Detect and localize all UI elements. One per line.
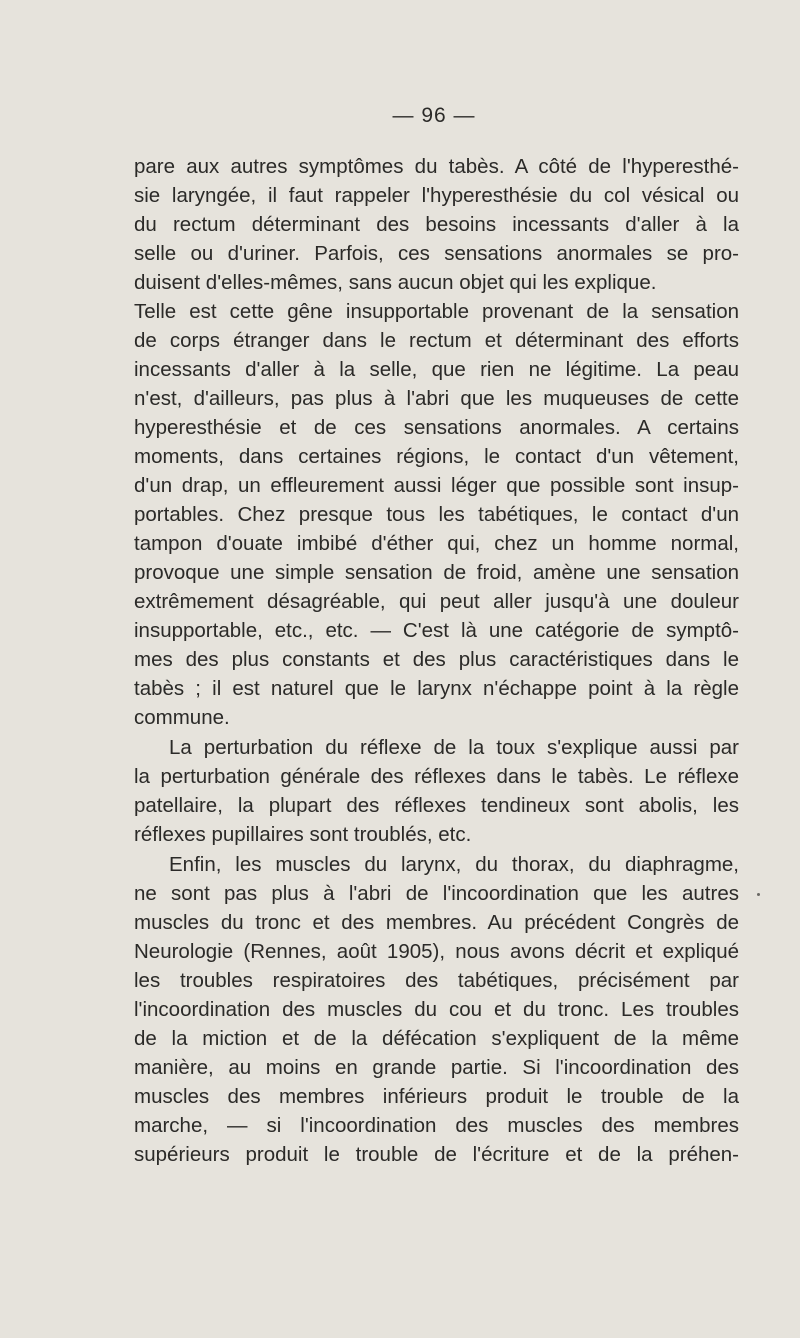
text-line: mes des plus constants et des plus caractéristiques dans le [134,648,739,671]
text-line: duisent d'elles-mêmes, sans aucun objet qui les explique. [134,271,657,294]
text-line: tampon d'ouate imbibé d'éther qui, chez un homme normal, [134,532,739,555]
text-line: supérieurs produit le trouble de l'écriture et de la préhen- [134,1143,739,1166]
text-line: les troubles respiratoires des tabétiques, précisément par [134,969,739,992]
margin-speck [757,893,760,896]
text-line: hyperesthésie et de ces sensations anormales. A certains [134,416,739,439]
text-line: La perturbation du réflexe de la toux s'explique aussi par [169,736,739,759]
text-line: selle ou d'uriner. Parfois, ces sensations anormales se pro- [134,242,739,265]
text-line: portables. Chez presque tous les tabétiques, le contact d'un [134,503,739,526]
text-line: n'est, d'ailleurs, pas plus à l'abri que les muqueuses de cette [134,387,739,410]
text-line: réflexes pupillaires sont troublés, etc. [134,823,472,846]
text-line: incessants d'aller à la selle, que rien ne légitime. La peau [134,358,739,381]
text-line: marche, — si l'incoordination des muscles des membres [134,1114,739,1137]
text-line: tabès ; il est naturel que le larynx n'échappe point à la règle [134,677,739,700]
text-line: provoque une simple sensation de froid, amène une sensation [134,561,739,584]
text-line: moments, dans certaines régions, le contact d'un vêtement, [134,445,739,468]
text-line: sie laryngée, il faut rappeler l'hyperesthésie du col vésical ou [134,184,739,207]
text-line: Neurologie (Rennes, août 1905), nous avons décrit et expliqué [134,940,739,963]
text-line: d'un drap, un effleurement aussi léger que possible sont insup- [134,474,739,497]
text-line: commune. [134,706,230,729]
page-number: — 96 — [392,104,476,127]
text-line: Telle est cette gêne insupportable provenant de la sensation [134,300,739,323]
text-line: pare aux autres symptômes du tabès. A côté de l'hyperesthé- [134,155,739,178]
text-line: Enfin, les muscles du larynx, du thorax, du diaphragme, [169,853,739,876]
text-line: l'incoordination des muscles du cou et du tronc. Les troubles [134,998,739,1021]
text-line: ne sont pas plus à l'abri de l'incoordination que les autres [134,882,739,905]
text-line: patellaire, la plupart des réflexes tendineux sont abolis, les [134,794,739,817]
text-line: extrêmement désagréable, qui peut aller jusqu'à une douleur [134,590,739,613]
text-line: manière, au moins en grande partie. Si l'incoordination des [134,1056,739,1079]
text-line: de la miction et de la défécation s'expliquent de la même [134,1027,739,1050]
text-line: la perturbation générale des réflexes dans le tabès. Le réflexe [134,765,739,788]
text-line: du rectum déterminant des besoins incessants d'aller à la [134,213,739,236]
text-line: de corps étranger dans le rectum et déterminant des efforts [134,329,739,352]
text-line: muscles des membres inférieurs produit le trouble de la [134,1085,739,1108]
text-line: insupportable, etc., etc. — C'est là une catégorie de symptô- [134,619,739,642]
text-line: muscles du tronc et des membres. Au précédent Congrès de [134,911,739,934]
